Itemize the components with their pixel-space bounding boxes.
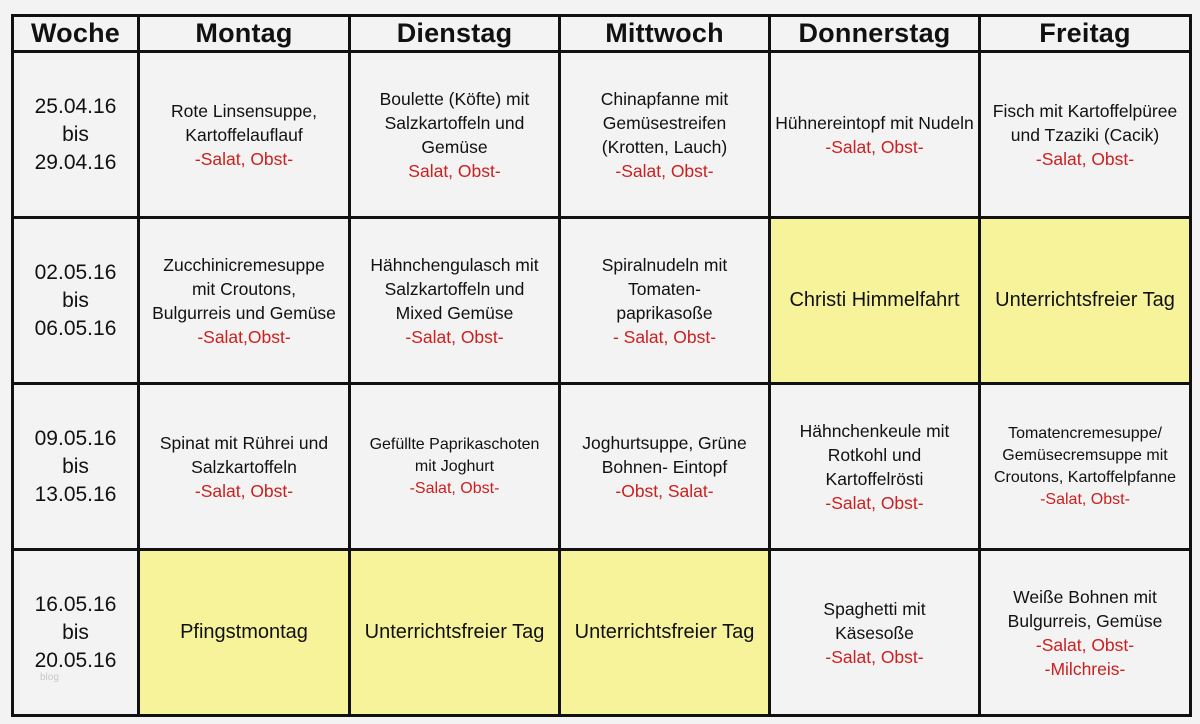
week-start-date: 02.05.16: [34, 260, 117, 284]
main-dish-line: Tomaten-: [628, 278, 701, 299]
meal-cell-monday: [139, 52, 350, 218]
main-dish-line: Hühnereintopf mit Nudeln: [775, 112, 974, 133]
main-dish: [563, 253, 766, 325]
holiday-label: Unterrichtsfreier Tag: [995, 289, 1175, 311]
meal-cell-friday: [980, 52, 1191, 218]
week-range-cell: [13, 550, 139, 716]
side-dish: -Salat, Obst-: [1040, 490, 1130, 508]
main-dish: [563, 87, 766, 159]
week-start-date: 09.05.16: [34, 426, 117, 450]
header-day-friday: Freitag: [980, 16, 1191, 52]
meal-cell-thursday: [770, 550, 980, 716]
main-dish-line: mit Joghurt: [414, 457, 495, 475]
main-dish: [142, 431, 346, 479]
week-range-cell: [13, 384, 139, 550]
side-dish: -Salat, Obst-: [405, 326, 504, 347]
week-row: [13, 384, 1191, 550]
side-dish: -Salat, Obst-: [825, 646, 924, 667]
main-dish-line: Bulgurreis, Gemüse: [1007, 610, 1163, 631]
main-dish-line: Gefüllte Paprikaschoten: [369, 435, 540, 453]
meal-cell-thursday: [770, 52, 980, 218]
header-day-thursday: Donnerstag: [770, 16, 980, 52]
week-start-date: 25.04.16: [34, 94, 117, 118]
main-dish-line: Kartoffelrösti: [825, 468, 924, 489]
week-range-cell: [13, 52, 139, 218]
side-dish: -Salat, Obst-: [194, 480, 294, 501]
holiday-cell-friday: [980, 218, 1191, 384]
week-range-cell: [13, 218, 139, 384]
week-bis-label: bis: [62, 288, 89, 312]
main-dish-line: Tomatencremesuppe/: [1008, 424, 1162, 442]
header-day-monday: Montag: [139, 16, 350, 52]
main-dish-line: Bohnen- Eintopf: [601, 456, 728, 477]
main-dish-line: Bulgurreis und Gemüse: [152, 302, 336, 323]
main-dish-line: Rotkohl und: [827, 444, 922, 465]
meal-cell-wednesday: [560, 218, 770, 384]
side-dish: -Salat,Obst-: [197, 326, 291, 347]
main-dish-line: Hähnchengulasch mit: [370, 254, 539, 275]
side-dish: -Salat, Obst-: [615, 160, 714, 181]
side-dish: -Obst, Salat-: [615, 480, 714, 501]
main-dish: [353, 434, 556, 478]
side-dish: -Milchreis-: [1044, 658, 1126, 679]
meal-cell-friday: [980, 550, 1191, 716]
main-dish-line: und Tzaziki (Cacik): [1010, 124, 1160, 145]
week-row: [13, 550, 1191, 716]
week-row: [13, 52, 1191, 218]
meal-cell-wednesday: [560, 52, 770, 218]
main-dish-line: Croutons, Kartoffelpfanne: [993, 468, 1177, 486]
holiday-label: Christi Himmelfahrt: [789, 289, 960, 311]
meal-cell-tuesday: [350, 218, 560, 384]
holiday-cell-thursday: [770, 218, 980, 384]
week-bis-label: bis: [62, 122, 89, 146]
main-dish: [142, 253, 346, 325]
week-bis-label: bis: [62, 454, 89, 478]
main-dish: [773, 111, 976, 135]
holiday-label: Unterrichtsfreier Tag: [364, 621, 545, 643]
meal-cell-wednesday: [560, 384, 770, 550]
main-dish: [353, 253, 556, 325]
main-dish-line: Gemüsestreifen: [602, 112, 727, 133]
side-dish: -Salat, Obst-: [1035, 634, 1135, 655]
main-dish: [353, 87, 556, 159]
meal-plan-body: [13, 52, 1191, 716]
holiday-cell-wednesday: [560, 550, 770, 716]
main-dish-line: Weiße Bohnen mit: [1013, 586, 1157, 607]
main-dish-line: Boulette (Köfte) mit: [379, 88, 530, 109]
main-dish-line: mit Croutons,: [191, 278, 297, 299]
watermark-text: blog: [40, 672, 59, 683]
side-dish: -Salat, Obst-: [825, 492, 924, 513]
week-end-date: 06.05.16: [34, 316, 117, 340]
main-dish-line: Gemüsecremsuppe mit: [1002, 446, 1168, 464]
main-dish: [773, 419, 976, 491]
main-dish-line: Zucchinicremesuppe: [163, 254, 325, 275]
main-dish: [142, 99, 346, 147]
main-dish-line: Spinat mit Rührei und: [159, 432, 329, 453]
header-day-wednesday: Mittwoch: [560, 16, 770, 52]
main-dish-line: Käsesoße: [835, 622, 914, 643]
main-dish: [773, 597, 976, 645]
header-week: Woche: [13, 16, 139, 52]
main-dish: [983, 423, 1187, 489]
side-dish: -Salat, Obst-: [409, 479, 500, 497]
meal-cell-thursday: [770, 384, 980, 550]
side-dish: -Salat, Obst-: [825, 136, 924, 157]
main-dish-line: paprikasoße: [616, 302, 713, 323]
meal-cell-friday: [980, 384, 1191, 550]
meal-cell-monday: [139, 384, 350, 550]
main-dish-line: Spiralnudeln mit: [601, 254, 728, 275]
header-row: [13, 16, 1191, 52]
main-dish: [563, 431, 766, 479]
week-end-date: 13.05.16: [34, 482, 117, 506]
holiday-cell-tuesday: [350, 550, 560, 716]
main-dish: [983, 585, 1187, 633]
main-dish-line: Kartoffelauflauf: [185, 124, 303, 145]
holiday-label: Pfingstmontag: [180, 621, 308, 643]
main-dish-line: (Krotten, Lauch): [601, 136, 728, 157]
main-dish-line: Salzkartoffeln: [191, 456, 297, 477]
side-dish: -Salat, Obst-: [1035, 148, 1135, 169]
main-dish-line: Salzkartoffeln und: [384, 278, 525, 299]
meal-plan-table: [11, 14, 1192, 717]
side-dish: - Salat, Obst-: [612, 326, 717, 347]
week-row: [13, 218, 1191, 384]
meal-cell-monday: [139, 218, 350, 384]
main-dish-line: Hähnchenkeule mit: [799, 420, 950, 441]
main-dish-line: Rote Linsensuppe,: [171, 100, 317, 121]
week-bis-label: bis: [62, 620, 89, 644]
main-dish-line: Mixed Gemüse: [395, 302, 514, 323]
meal-cell-tuesday: [350, 384, 560, 550]
week-end-date: 29.04.16: [34, 150, 117, 174]
week-start-date: 16.05.16: [34, 592, 117, 616]
main-dish-line: Salzkartoffeln und: [384, 112, 525, 133]
main-dish-line: Fisch mit Kartoffelpüree: [992, 100, 1178, 121]
main-dish-line: Chinapfanne mit: [600, 88, 729, 109]
side-dish: Salat, Obst-: [408, 160, 501, 181]
week-end-date: 20.05.16: [34, 648, 117, 672]
main-dish-line: Gemüse: [421, 136, 488, 157]
header-day-tuesday: Dienstag: [350, 16, 560, 52]
main-dish-line: Spaghetti mit: [823, 598, 926, 619]
main-dish-line: Joghurtsuppe, Grüne: [582, 432, 747, 453]
holiday-label: Unterrichtsfreier Tag: [574, 621, 755, 643]
main-dish: [983, 99, 1187, 147]
meal-cell-tuesday: [350, 52, 560, 218]
side-dish: -Salat, Obst-: [194, 148, 294, 169]
holiday-cell-monday: [139, 550, 350, 716]
